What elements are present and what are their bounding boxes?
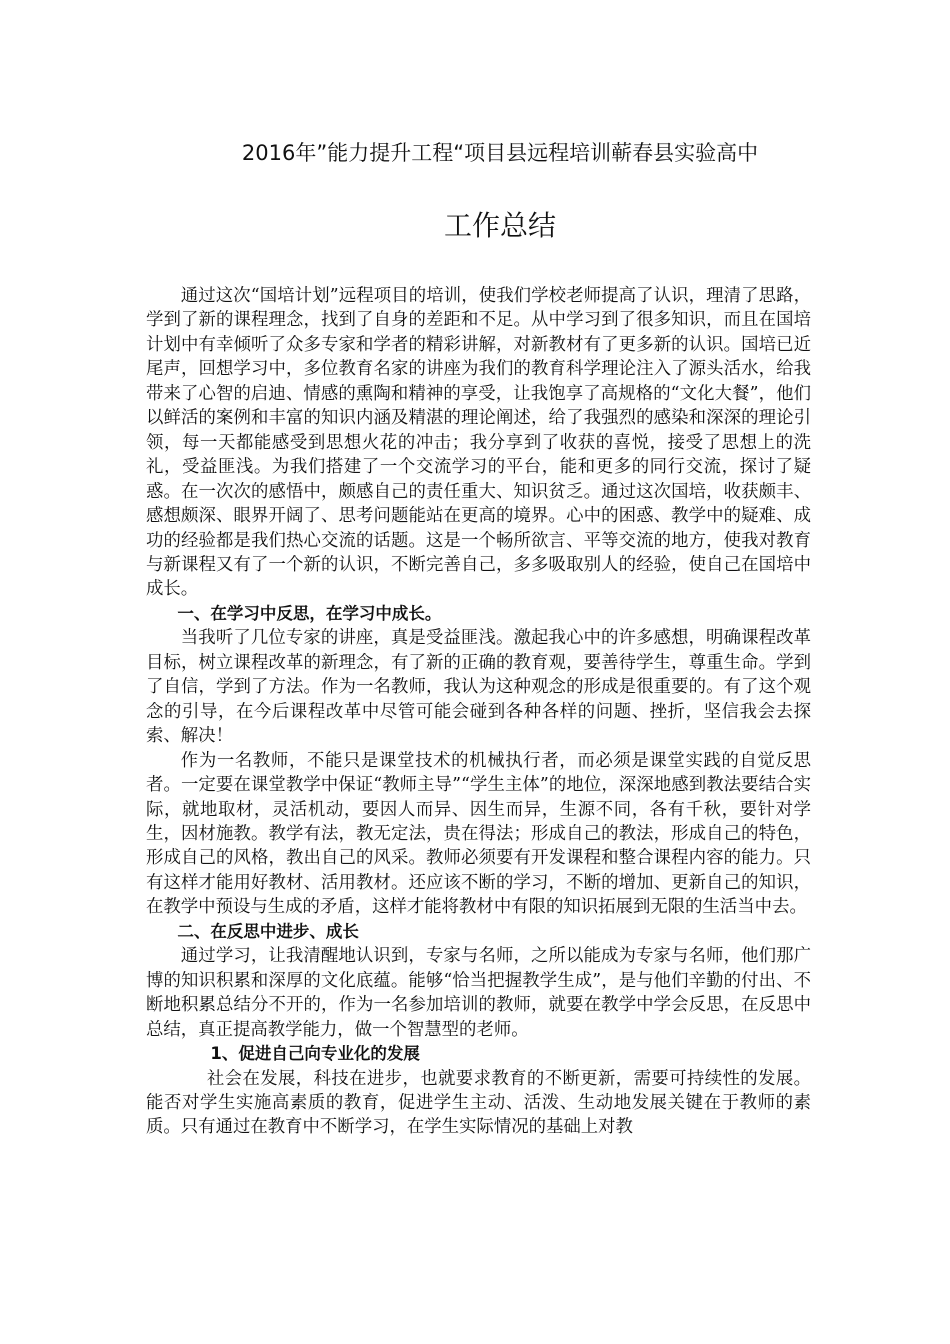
section-1-paragraph-1: 当我听了几位专家的讲座，真是受益匪浅。激起我心中的许多感想，明确课程改革目标，树立课程改革的新理念，有了新的正确的教育观，要善待学生，尊重生命。学到了自信，学到了方法。作为一名教师，我认为这种观念的形成是很重要的。有了这个观念的引导，在今后课程改革中尽管可能会碰到各种各样的问题、挫折，坚信我会去探索、解决！ — [146, 628, 811, 747]
document-body — [146, 284, 811, 1140]
section-1-paragraph-2: 作为一名教师，不能只是课堂技术的机械执行者，而必须是课堂实践的自觉反思者。一定要在课堂教学中保证“教师主导”“学生主体”的地位，深深地感到教法要结合实际，就地取材，灵活机动，要因人而异、因生而异，生源不同，各有千秋，要针对学生，因材施教。教学有法，教无定法，贵在得法；形成自己的教法，形成自己的特色，形成自己的风格，教出自己的风采。教师必须要有开发课程和整合课程内容的能力。只有这样才能用好教材、活用教材。还应该不断的学习，不断的增加、更新自己的知识，在教学中预设与生成的矛盾，这样才能将教材中有限的知识拓展到无限的生活当中去。 — [146, 750, 811, 918]
document-subtitle: 工作总结 — [443, 209, 556, 242]
subsection-1-paragraph: 社会在发展，科技在进步，也就要求教育的不断更新，需要可持续性的发展。能否对学生实施高素质的教育，促进学生主动、活泼、生动地发展关键在于教师的素质。只有通过在教育中不断学习，在学生实际情况的基础上对教 — [146, 1068, 811, 1138]
subsection-heading-1: 1、促进自己向专业化的发展 — [210, 1044, 420, 1064]
document-title: 2016年”能力提升工程“项目县远程培训蕲春县实验高中 — [241, 141, 759, 165]
intro-paragraph: 通过这次“国培计划”远程项目的培训，使我们学校老师提高了认识，理清了思路，学到了新的课程理念，找到了自身的差距和不足。从中学习到了很多知识，而且在国培计划中有幸倾听了众多专家和学者的精彩讲解，对新教材有了更多新的认识。国培已近尾声，回想学习中，多位教育名家的讲座为我们的教育科学理论注入了源头活水，给我带来了心智的启迪、情感的熏陶和精神的享受，让我饱享了高规格的“文化大餐”，他们以鲜活的案例和丰富的知识内涵及精湛的理论阐述，给了我强烈的感染和深深的理论引领，每一天都能感受到思想火花的冲击；我分享到了收获的喜悦，接受了思想上的洗礼，受益匪浅。为我们搭建了一个交流学习的平台，能和更多的同行交流，探讨了疑惑。在一次次的感悟中，颇感自己的责任重大、知识贫乏。通过这次国培，收获颇丰、感想颇深、眼界开阔了、思考问题能站在更高的境界。心中的困惑、教学中的疑难、成功的经验都是我们热心交流的话题。这是一个畅所欲言、平等交流的地方，使我对教育与新课程又有了一个新的认识，不断完善自己，多多吸取别人的经验，使自己在国培中成长。 — [146, 286, 811, 600]
section-heading-1: 一、在学习中反思，在学习中成长。 — [177, 603, 442, 623]
section-2-paragraph-1: 通过学习，让我清醒地认识到，专家与名师，之所以能成为专家与名师，他们那广博的知识积累和深厚的文化底蕴。能够“恰当把握教学生成”，是与他们辛勤的付出、不断地积累总结分不开的，作为一名参加培训的教师，就要在教学中学会反思，在反思中总结，真正提高教学能力，做一个智慧型的老师。 — [146, 946, 811, 1040]
section-heading-2: 二、在反思中进步、成长 — [177, 921, 359, 941]
